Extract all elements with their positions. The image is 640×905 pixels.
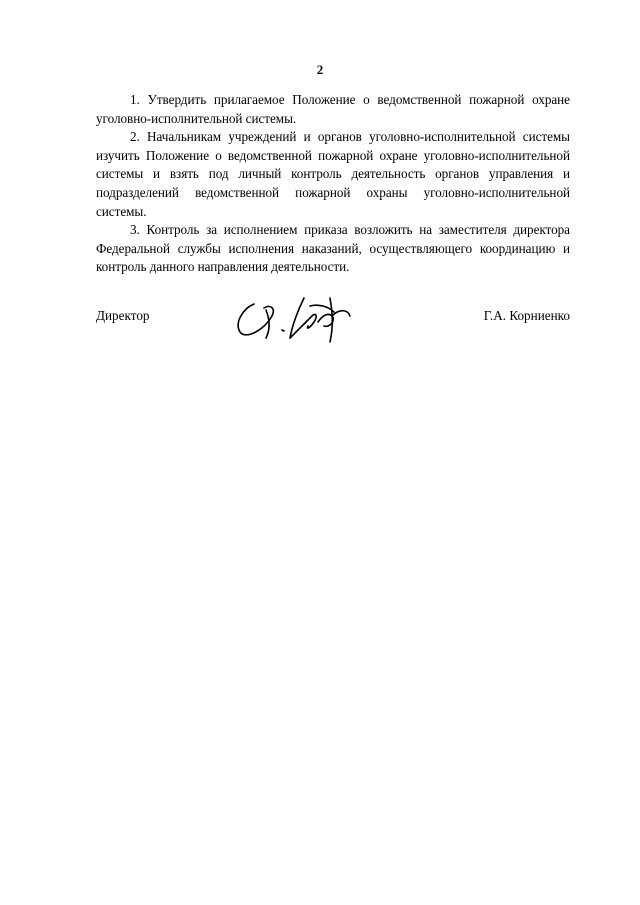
order-text — [96, 91, 570, 277]
paragraph-2: 2. Начальникам учреждений и органов уголовно-исполнительной системы изучить Положение о ведомственной пожарной охране уголовно-исполнительной системы и взять под личный контроль деятельность органов управления и подразделений ведомственной пожарной охраны уголовно-исполнительной системы. — [96, 129, 570, 219]
signer-name: Г.А. Корниенко — [483, 308, 570, 323]
signature-block — [96, 286, 570, 348]
page-number: 2 — [316, 62, 324, 77]
handwritten-signature — [226, 286, 366, 348]
signer-title: Директор — [96, 308, 150, 323]
paragraph-3: 3. Контроль за исполнением приказа возложить на заместителя директора Федеральной службы исполнения наказаний, осуществляющего координацию и контроль данного направления деятельности. — [96, 222, 570, 275]
paragraph-1: 1. Утвердить прилагаемое Положение о ведомственной пожарной охране уголовно-исполнительной системы. — [96, 92, 570, 126]
